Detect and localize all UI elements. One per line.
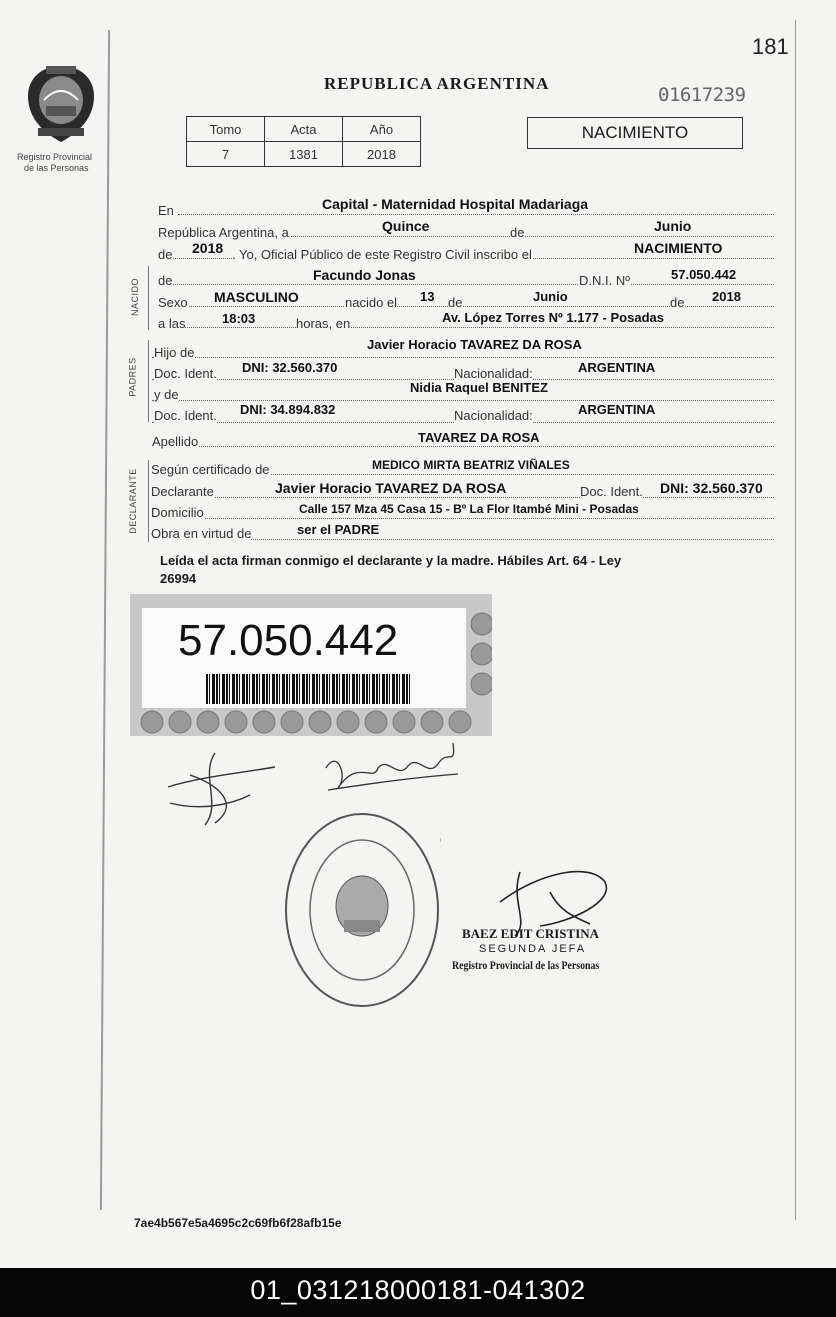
label-doc-ident-1: Doc. Ident.: [154, 366, 217, 381]
certificate-issuer: MEDICO MIRTA BEATRIZ VIÑALES: [372, 458, 570, 472]
label-y-de: y de: [154, 387, 179, 402]
official-role: SEGUNDA JEFA: [479, 943, 587, 955]
label-de-4: de: [448, 295, 463, 310]
mother-nationality: ARGENTINA: [578, 402, 656, 417]
label-republica: República Argentina, a: [158, 225, 289, 240]
father-name: Javier Horacio TAVAREZ DA ROSA: [367, 337, 582, 352]
table-header-anio: Año: [343, 117, 421, 142]
closing-note-line1: Leída el acta firman conmigo el declarante y la madre. Hábiles Art. 64 - Ley: [160, 553, 622, 568]
official-seal-icon: [282, 810, 442, 1015]
father-nationality: ARGENTINA: [578, 360, 656, 375]
label-en: En: [158, 203, 174, 218]
official-org: Registro Provincial de las Personas: [452, 958, 600, 972]
child-name: Facundo Jonas: [313, 267, 416, 283]
label-sexo: Sexo: [158, 295, 188, 310]
registry-name-line1: Registro Provincial: [17, 152, 93, 162]
born-day: 13: [420, 289, 435, 304]
birth-place: Capital - Maternidad Hospital Madariaga: [322, 196, 589, 212]
father-doc: DNI: 32.560.370: [242, 360, 338, 375]
document-hash: 7ae4b567e5a4695c2c69fb6f28afb15e: [134, 1216, 342, 1230]
born-month: Junio: [533, 289, 568, 304]
left-margin-line: [100, 30, 110, 1210]
label-hijo-de: Hijo de: [154, 345, 195, 360]
label-nacionalidad-1: Nacionalidad:: [454, 366, 533, 381]
mother-name: Nidia Raquel BENITEZ: [410, 380, 548, 395]
dni-sticker: [130, 594, 492, 736]
inscribed-event: NACIMIENTO: [634, 240, 723, 256]
record-type-box: NACIMIENTO: [527, 117, 743, 149]
right-margin-line: [795, 20, 796, 1220]
page-number: 181: [752, 34, 789, 59]
label-nacido-el: nacido el: [345, 295, 398, 310]
seal-text: [440, 838, 441, 844]
scan-id-bar: 01_031218000181-041302: [0, 1268, 836, 1317]
label-domicilio: Domicilio: [151, 505, 204, 520]
declarant-signature-icon: [160, 745, 290, 840]
sticker-dni-number: 57.050.442: [178, 616, 399, 665]
section-label-nacido: NACIDO: [130, 277, 141, 317]
label-obra-en-virtud: Obra en virtud de: [151, 526, 252, 541]
official-name: BAEZ EDIT CRISTINA: [462, 926, 600, 941]
mother-doc: DNI: 34.894.832: [240, 402, 336, 417]
inscription-year: 2018: [192, 240, 224, 256]
registry-name-line2: de las Personas: [24, 163, 89, 173]
born-year: 2018: [712, 289, 741, 304]
label-a-las: a las: [158, 316, 186, 331]
label-de-1: de: [510, 225, 525, 240]
table-value-anio: 2018: [343, 142, 421, 167]
table-header-tomo: Tomo: [187, 117, 265, 142]
label-declarante: Declarante: [151, 484, 214, 499]
birth-day-text: Quince: [382, 218, 430, 234]
label-segun-certificado: Según certificado de: [151, 462, 270, 477]
label-de-3: de: [158, 273, 173, 288]
barcode: [206, 674, 410, 704]
serial-number: 01617239: [658, 84, 746, 106]
label-nacionalidad-2: Nacionalidad:: [454, 408, 533, 423]
section-label-padres: PADRES: [127, 357, 138, 397]
label-de-5: de: [670, 295, 685, 310]
child-dni: 57.050.442: [671, 267, 737, 282]
birth-address: Av. López Torres Nº 1.177 - Posadas: [442, 310, 664, 325]
country-title: REPUBLICA ARGENTINA: [324, 74, 550, 93]
label-horas-en: horas, en: [296, 316, 351, 331]
closing-note-line2: 26994: [160, 571, 197, 586]
declarant-doc: DNI: 32.560.370: [660, 480, 763, 496]
section-label-declarante: DECLARANTE: [127, 468, 138, 534]
declarant-capacity: ser el PADRE: [297, 522, 380, 537]
label-apellido: Apellido: [152, 434, 199, 449]
label-de-2: de: [158, 247, 173, 262]
declarant-address: Calle 157 Mza 45 Casa 15 - Bº La Flor Itambé Mini - Posadas: [299, 502, 639, 516]
table-value-acta: 1381: [265, 142, 343, 167]
table-value-tomo: 7: [187, 142, 265, 167]
table-header-acta: Acta: [265, 117, 343, 142]
child-sex: MASCULINO: [214, 289, 299, 305]
surname-value: TAVAREZ DA ROSA: [418, 430, 540, 445]
label-doc-ident-2: Doc. Ident.: [154, 408, 217, 423]
birth-month-text: Junio: [654, 218, 692, 234]
birth-time: 18:03: [222, 311, 256, 326]
label-dni: D.N.I. Nº: [579, 273, 630, 288]
tomo-acta-anio-table: [186, 116, 421, 167]
label-doc-ident-3: Doc. Ident.: [580, 484, 643, 499]
declarant-name: Javier Horacio TAVAREZ DA ROSA: [275, 480, 507, 496]
mother-signature-icon: [318, 738, 468, 813]
label-oficial: . Yo, Oficial Público de este Registro Civil inscribo el: [232, 247, 532, 262]
province-crest-icon: [24, 62, 98, 146]
